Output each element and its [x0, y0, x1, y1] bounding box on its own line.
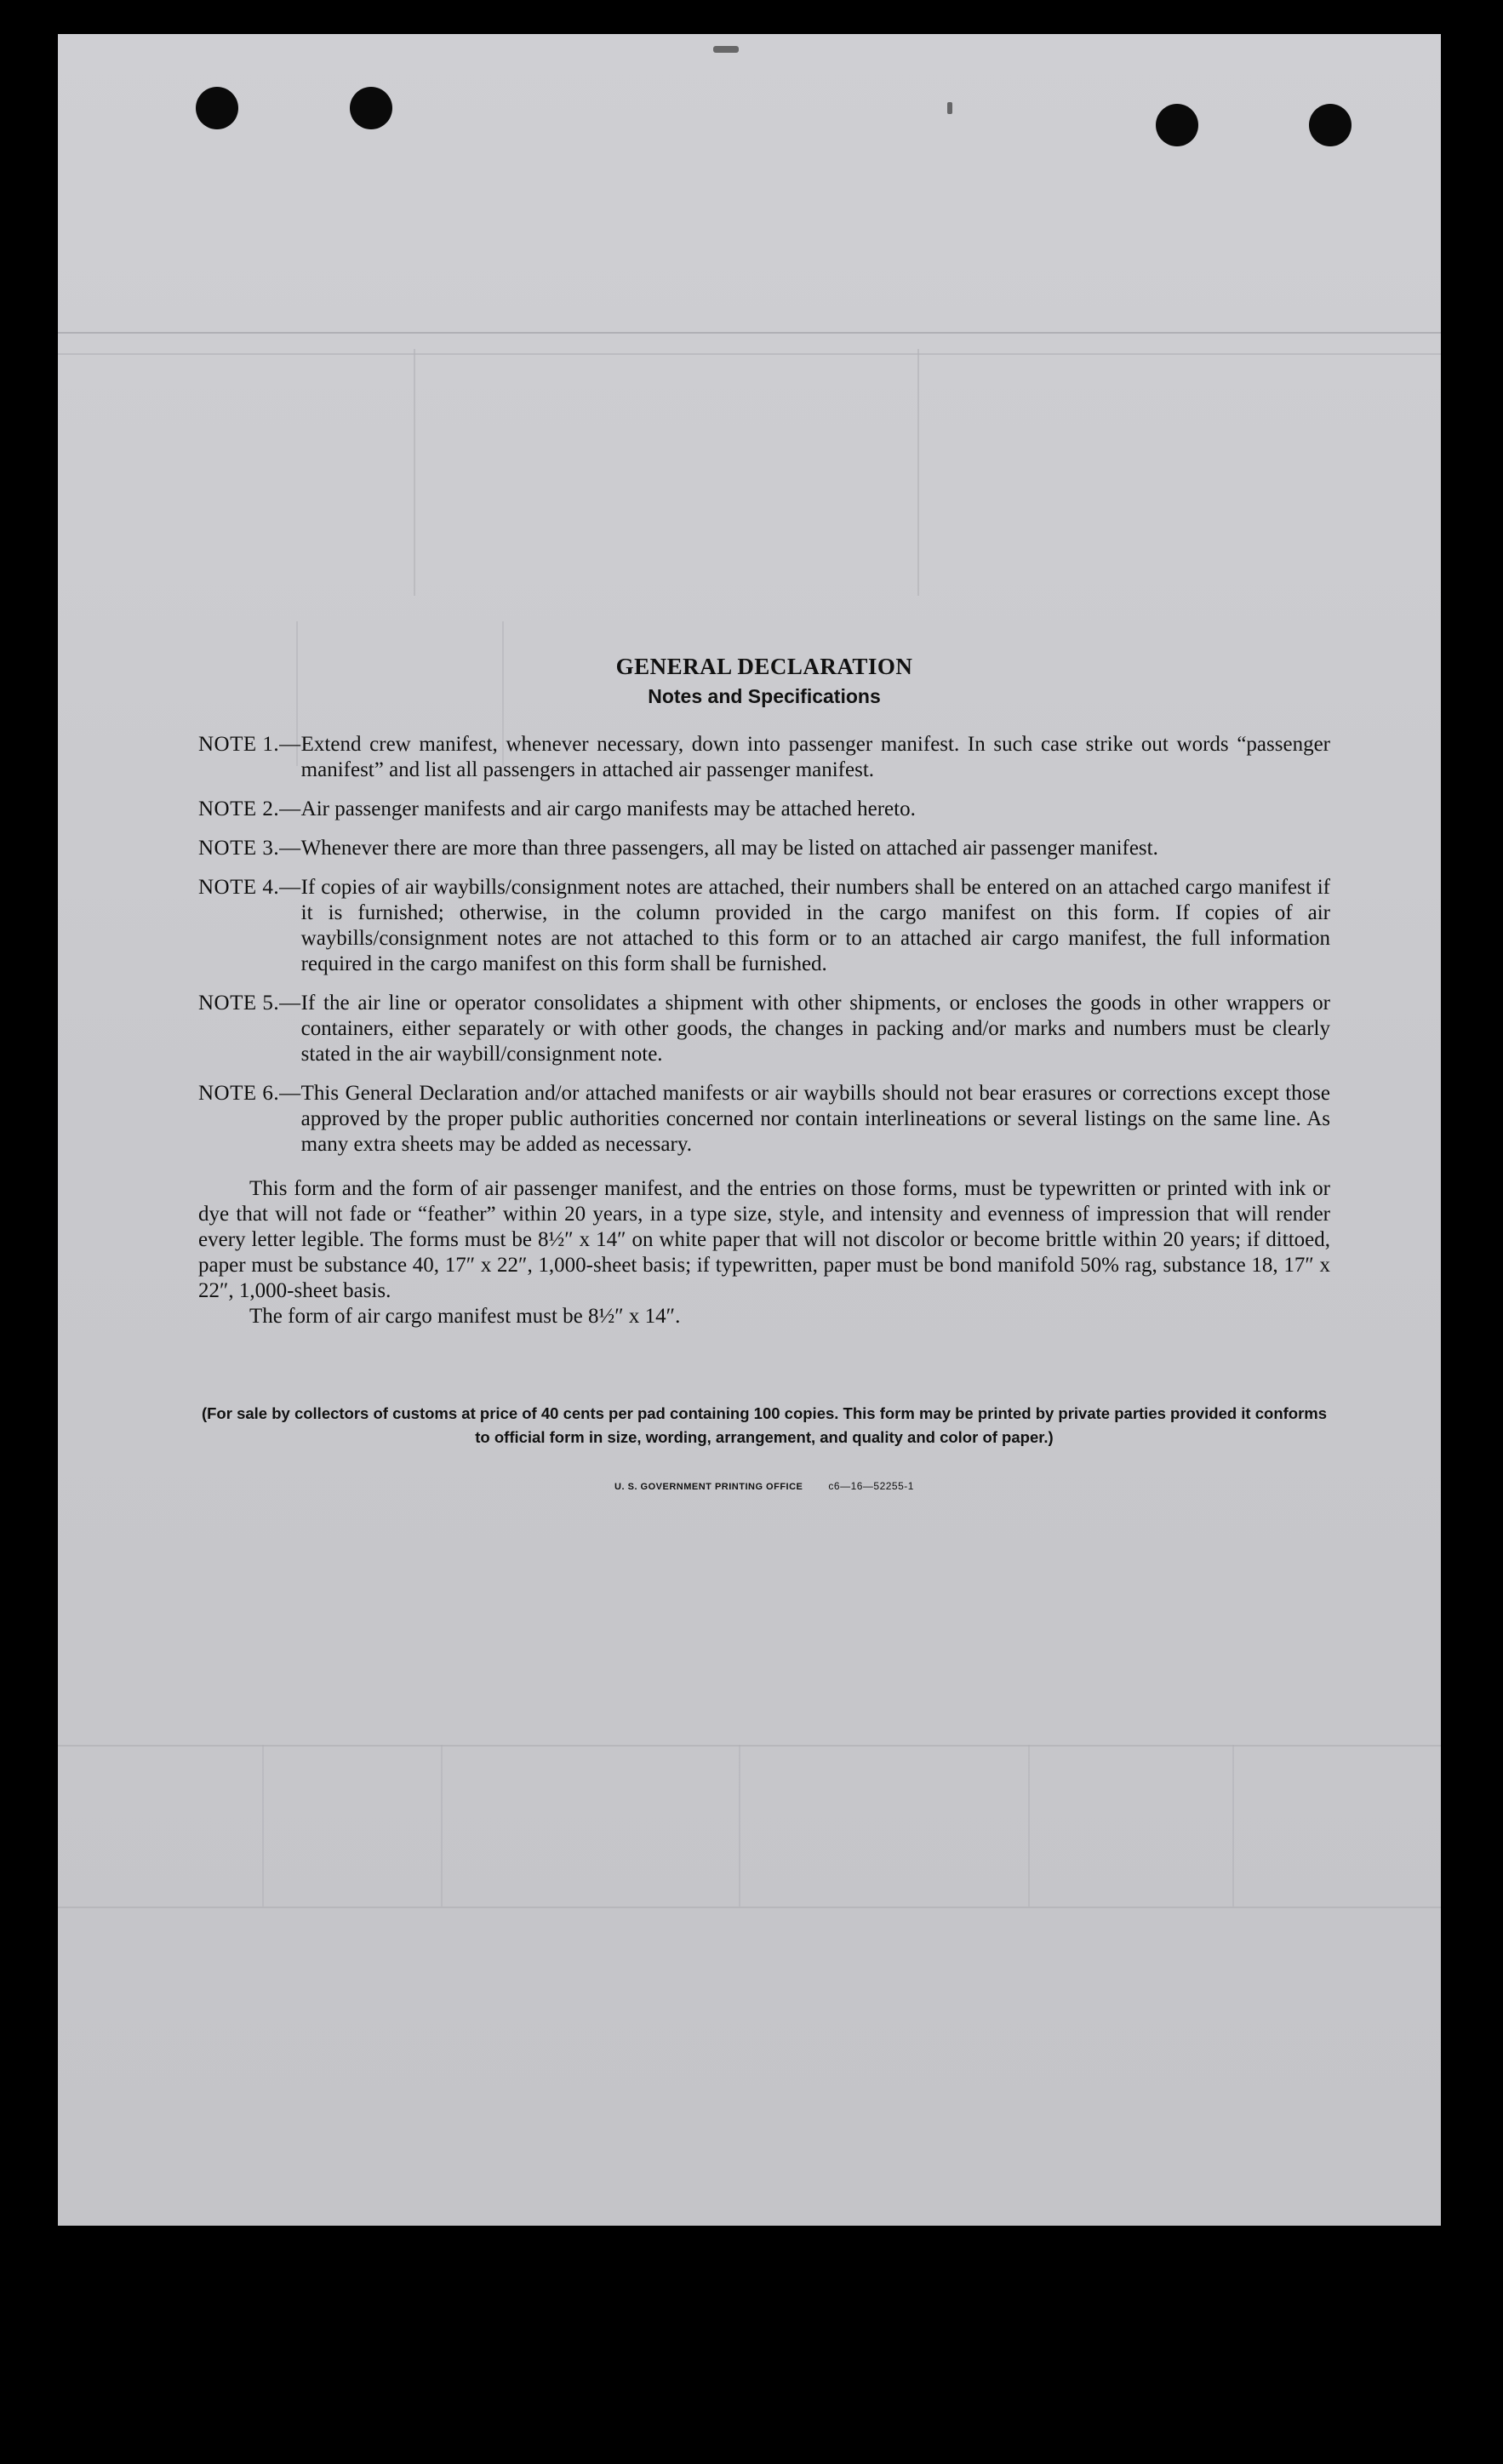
note-1: [198, 732, 1330, 783]
note-6: [198, 1081, 1330, 1158]
note-label: NOTE 6.—: [198, 1082, 301, 1105]
form-requirements-paragraph: This form and the form of air passenger manifest, and the entries on those forms, must be typewritten or printed with ink or dye that will not fade or “feather” within 20 years, in a type size, style, and intensity and evenness of impression that will render every letter legible. The forms must be 8½″ x 14″ on white paper that will not discolor or become brittle within 20 years; if dittoed, paper must be substance 40, 17″ x 22″, 1,000-sheet basis; if typewritten, paper must be bond manifold 50% rag, substance 18, 17″ x 22″, 1,000-sheet basis.: [198, 1177, 1330, 1302]
punch-hole: [1309, 104, 1352, 146]
notes-and-specifications: [198, 654, 1330, 1492]
bleed-through-rule: [1232, 1745, 1234, 1907]
note-2: [198, 797, 1330, 822]
note-label: NOTE 3.—: [198, 837, 301, 860]
note-label: NOTE 4.—: [198, 876, 301, 899]
sale-notice: (For sale by collectors of customs at price of 40 cents per pad containing 100 copies. This form may be printed by private parties provided it conforms to official form in size, wording, arrangement, and quality and color of paper.): [201, 1404, 1328, 1446]
note-5: [198, 991, 1330, 1067]
bleed-through-rule: [58, 1907, 1441, 1908]
ink-smudge: [713, 46, 739, 53]
printer-code: c6—16—52255-1: [828, 1480, 914, 1492]
note-3: [198, 836, 1330, 861]
note-text: Extend crew manifest, whenever necessary, down into passenger manifest. In such case strike out words “passenger manifest” and list all passengers in attached air passenger manifest.: [300, 733, 1330, 781]
bleed-through-rule: [58, 353, 1441, 355]
punch-hole: [196, 87, 238, 129]
printer-office: U. S. GOVERNMENT PRINTING OFFICE: [614, 1482, 803, 1492]
note-text: Air passenger manifests and air cargo manifests may be attached hereto.: [300, 798, 916, 820]
bleed-through-rule: [262, 1745, 264, 1907]
note-text: If the air line or operator consolidates a shipment with other shipments, or encloses the goods in other wrappers or containers, either separately or with other goods, the changes in packing and/or marks and numbers must be clearly stated in the air waybill/consignment note.: [300, 992, 1330, 1066]
note-text: If copies of air waybills/consignment notes are attached, their numbers shall be entered on an attached cargo manifest if it is furnished; otherwise, in the column provided in the cargo manifest on this form. If copies of air waybills/consignment notes are not attached to this form or to an attached air cargo manifest, the full information required in the cargo manifest on this form shall be furnished.: [300, 876, 1330, 975]
note-text: This General Declaration and/or attached manifests or air waybills should not bear erasures or corrections except those approved by the proper public authorities concerned nor contain interlineations or several listings on the same line. As many extra sheets may be added as necessary.: [300, 1082, 1330, 1156]
bleed-through-rule: [917, 349, 919, 596]
punch-hole: [1156, 104, 1198, 146]
bleed-through-rule: [58, 332, 1441, 334]
note-label: NOTE 1.—: [198, 733, 301, 756]
page-subtitle: Notes and Specifications: [648, 685, 881, 707]
bleed-through-rule: [414, 349, 415, 596]
cargo-manifest-size-line: The form of air cargo manifest must be 8½″ x 14″.: [249, 1305, 681, 1328]
printer-imprint: [198, 1480, 1330, 1492]
bleed-through-rule: [1028, 1745, 1030, 1907]
ink-smudge: [947, 102, 952, 114]
page-title: GENERAL DECLARATION: [615, 654, 913, 679]
bleed-through-rule: [441, 1745, 443, 1907]
document-page: [58, 34, 1441, 2226]
note-text: Whenever there are more than three passengers, all may be listed on attached air passenger manifest.: [300, 837, 1158, 860]
note-4: [198, 875, 1330, 977]
punch-hole: [350, 87, 392, 129]
bleed-through-rule: [739, 1745, 740, 1907]
note-label: NOTE 5.—: [198, 992, 301, 1015]
note-label: NOTE 2.—: [198, 798, 301, 820]
